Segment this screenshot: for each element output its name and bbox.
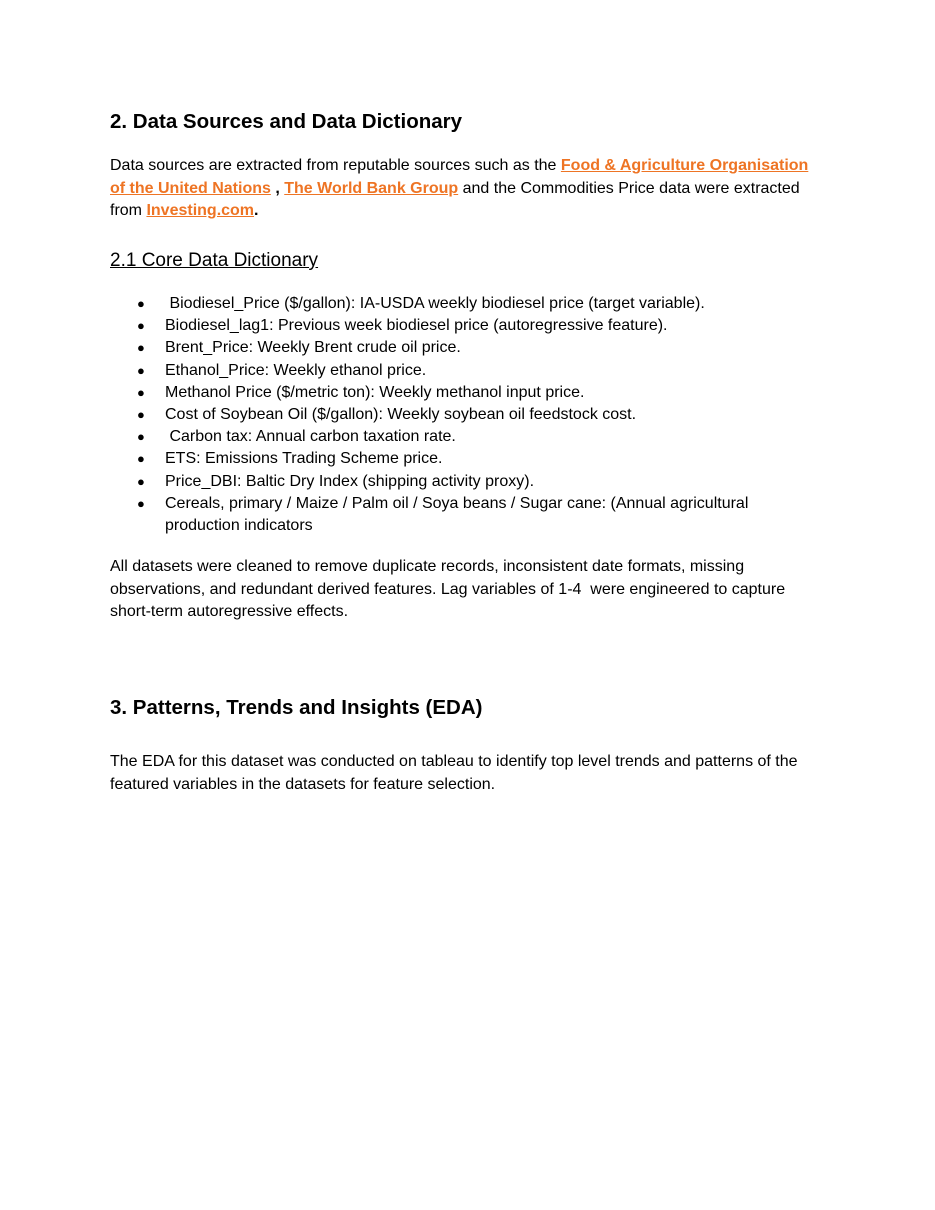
list-item-text: Carbon tax: Annual carbon taxation rate. <box>165 428 456 446</box>
list-item <box>110 315 825 337</box>
list-item <box>110 404 825 426</box>
list-item-text: ETS: Emissions Trading Scheme price. <box>165 450 443 468</box>
list-item <box>110 337 825 359</box>
list-item-text: Brent_Price: Weekly Brent crude oil price. <box>165 339 461 357</box>
investing-link[interactable]: Investing.com <box>146 202 255 219</box>
intro-period: . <box>254 202 259 219</box>
data-dictionary-list <box>110 293 825 537</box>
bullet-icon: ● <box>137 451 145 467</box>
intro-text-continued: and the Commodities Price data were extracted from <box>110 179 800 219</box>
list-item <box>110 448 825 470</box>
bullet-icon: ● <box>137 429 145 445</box>
list-item <box>110 426 825 448</box>
eda-paragraph: The EDA for this dataset was conducted on tableau to identify top level trends and patterns of the featured variables in the datasets for feature selection. <box>110 753 798 793</box>
list-item-text: Price_DBI: Baltic Dry Index (shipping activity proxy). <box>165 472 535 490</box>
list-item <box>110 471 825 493</box>
list-item-text: Biodiesel_Price ($/gallon): IA-USDA weekly biodiesel price (target variable). <box>165 295 705 312</box>
bullet-icon: ● <box>137 407 145 423</box>
bullet-icon: ● <box>137 296 145 311</box>
data-cleaning-paragraph: All datasets were cleaned to remove duplicate records, inconsistent date formats, missing observations, and redundant derived features. Lag variables of 1-4 were engineered to capture short-term autoregressive effects. <box>110 558 790 620</box>
list-item <box>110 293 825 315</box>
list-item-text: Ethanol_Price: Weekly ethanol price. <box>165 361 427 379</box>
bullet-icon: ● <box>137 362 145 378</box>
link-separator: , <box>270 179 285 197</box>
list-item <box>110 382 825 404</box>
bullet-icon: ● <box>137 384 145 400</box>
list-item-text: Methanol Price ($/metric ton): Weekly methanol input price. <box>165 383 585 401</box>
bullet-icon: ● <box>137 318 145 334</box>
list-item <box>110 360 825 382</box>
section-heading-data-sources: 2. Data Sources and Data Dictionary <box>110 110 463 133</box>
list-item-text: Biodiesel_lag1: Previous week biodiesel price (autoregressive feature). <box>165 317 668 335</box>
section-heading-eda: 3. Patterns, Trends and Insights (EDA) <box>110 696 483 719</box>
section-heading-core-dictionary: 2.1 Core Data Dictionary <box>110 250 319 271</box>
bullet-icon: ● <box>137 495 145 511</box>
list-item-text: Cereals, primary / Maize / Palm oil / Soya beans / Sugar cane: (Annual agricultural production indicators <box>165 494 749 535</box>
world-bank-link[interactable]: The World Bank Group <box>284 179 459 197</box>
bullet-icon: ● <box>137 340 145 356</box>
bullet-icon: ● <box>137 473 145 489</box>
list-item <box>110 493 825 537</box>
data-sources-paragraph <box>110 155 825 223</box>
intro-text: Data sources are extracted from reputable sources such as the <box>110 157 561 174</box>
list-item-text: Cost of Soybean Oil ($/gallon): Weekly soybean oil feedstock cost. <box>165 406 637 424</box>
fao-link[interactable]: Food & Agriculture Organisation of the United Nations <box>110 157 809 197</box>
